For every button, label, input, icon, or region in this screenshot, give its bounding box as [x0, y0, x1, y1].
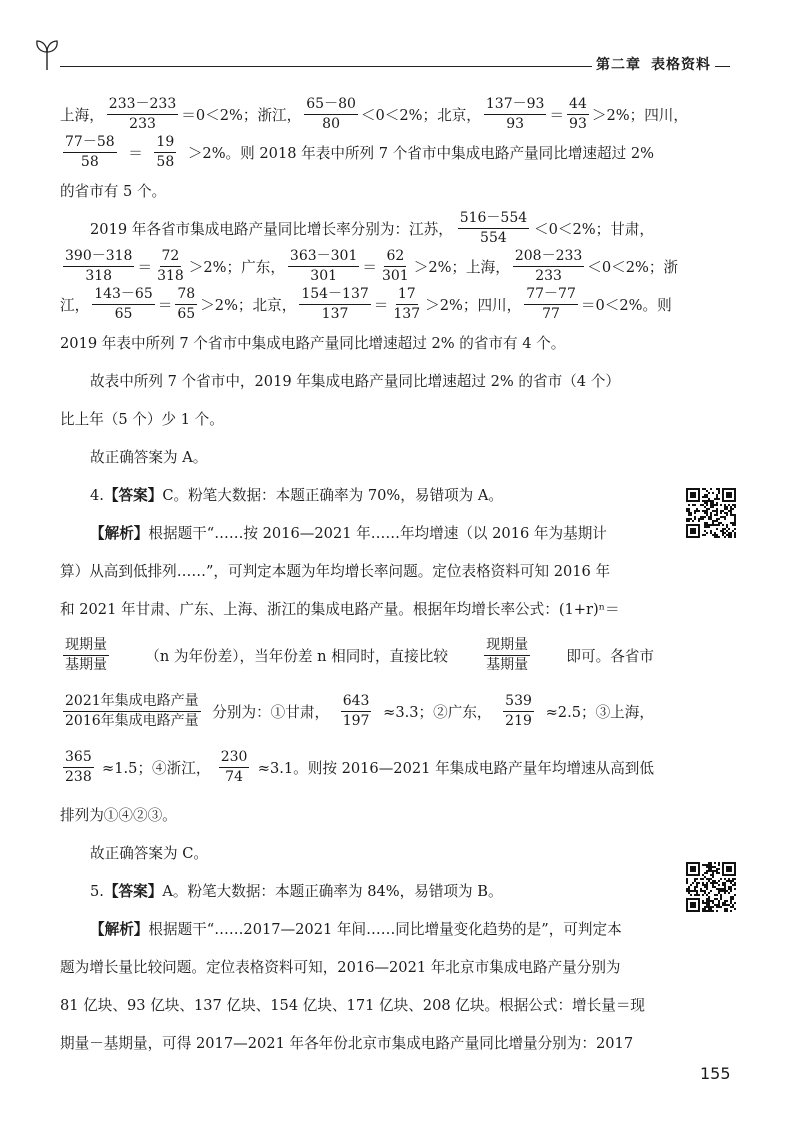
- fraction-denominator: 93: [569, 115, 587, 132]
- text-run: A。粉笔大数据：本题正确率为 84%，易错项为 B。: [162, 882, 503, 900]
- text-run: 4.: [90, 486, 104, 504]
- chapter-header: [592, 54, 715, 74]
- fraction-numerator: 363－301: [288, 248, 359, 266]
- text-run: ＝: [128, 144, 143, 162]
- fraction-numerator: 137－93: [484, 96, 547, 114]
- fraction-numerator: 77－77: [524, 286, 578, 304]
- bold-label: 【答案】: [103, 882, 163, 900]
- text-run: 上海，: [60, 106, 104, 124]
- text-run: 根据题干“……按 2016—2021 年……年均增速（以 2016 年为基期计: [148, 524, 607, 542]
- text-run: ＝0＜2%。则: [580, 296, 672, 314]
- fraction: [341, 693, 372, 728]
- text-run: ＝0＜2%；浙江，: [181, 106, 302, 124]
- text-line: [60, 551, 654, 589]
- text-line: [60, 171, 654, 209]
- text-line: [60, 947, 654, 985]
- text-run: 故正确答案为 A。: [90, 448, 208, 466]
- text-run: ＞2%；上海，: [413, 258, 510, 276]
- fraction-numerator: 154－137: [299, 286, 370, 304]
- fraction-numerator: 365: [63, 749, 94, 767]
- text-line: [60, 133, 654, 171]
- fraction: [154, 134, 176, 169]
- text-line: [60, 209, 654, 247]
- text-line: [60, 247, 679, 285]
- fraction-numerator: 17: [396, 286, 418, 304]
- text-line: [60, 95, 688, 133]
- fraction-denominator: 基期量: [486, 656, 529, 673]
- fraction: [175, 286, 197, 321]
- fraction-denominator: 80: [322, 115, 340, 132]
- text-line: [60, 589, 654, 627]
- qr-code-icon[interactable]: [686, 488, 736, 538]
- text-run: C。粉笔大数据：本题正确率为 70%，易错项为 A。: [162, 486, 504, 504]
- fraction: [304, 96, 358, 131]
- text-line: [60, 833, 654, 871]
- fraction: [288, 248, 359, 283]
- fraction: [484, 637, 530, 672]
- text-line: [60, 475, 654, 513]
- text-run: ≈3.1。则按 2016—2021 年集成电路产量年均增速从高到低: [257, 759, 654, 777]
- text-run: 比上年（5 个）少 1 个。: [60, 410, 224, 428]
- line-content: [90, 446, 207, 467]
- chapter-label: 第二章: [596, 57, 641, 73]
- text-run: ＜0＜2%；甘肃，: [533, 220, 654, 238]
- bold-label: 【解析】: [90, 920, 149, 938]
- fraction-numerator: 现期量: [63, 637, 109, 655]
- fraction: [503, 693, 534, 728]
- fraction-numerator: 208－233: [513, 248, 584, 266]
- text-line: [60, 627, 654, 683]
- fraction-denominator: 301: [310, 267, 338, 284]
- fraction: [63, 134, 117, 169]
- text-run: 的省市有 5 个。: [60, 182, 167, 200]
- fraction: [484, 96, 547, 131]
- fraction-denominator: 301: [381, 267, 409, 284]
- text-line: [60, 871, 654, 909]
- line-content: [90, 484, 503, 505]
- fraction-denominator: 233: [129, 115, 156, 132]
- text-run: ≈3.3；②广东，: [383, 703, 492, 721]
- fraction-numerator: 143－65: [92, 286, 155, 304]
- text-line: [60, 683, 654, 739]
- line-content: [60, 560, 610, 581]
- fraction-numerator: 19: [154, 134, 176, 152]
- text-run: 81 亿块、93 亿块、137 亿块、154 亿块、171 亿块、208 亿块。根据公式：增长量＝现: [60, 996, 646, 1014]
- section-label: 表格资料: [651, 57, 711, 73]
- leaf-icon: [34, 38, 60, 76]
- text-line: [60, 909, 654, 947]
- fraction-denominator: 238: [65, 768, 92, 785]
- line-content: [60, 332, 565, 353]
- fraction-numerator: 78: [175, 286, 197, 304]
- text-line: [60, 323, 654, 361]
- fraction: [458, 210, 529, 245]
- fraction-numerator: 233－233: [107, 96, 178, 114]
- fraction-denominator: 197: [342, 712, 370, 729]
- line-content: [60, 598, 620, 619]
- fraction-denominator: 554: [480, 229, 507, 246]
- fraction: [567, 96, 589, 131]
- fraction-numerator: 62: [384, 248, 406, 266]
- fraction: [63, 749, 94, 784]
- text-run: 5.: [90, 882, 104, 900]
- text-run: 根据题干“……2017—2021 年间……同比增量变化趋势的是”，可判定本: [148, 920, 622, 938]
- text-run: ＝: [549, 106, 565, 124]
- text-line: [60, 739, 654, 795]
- text-run: ＞2%；四川，: [591, 106, 688, 124]
- text-run: 题为增长量比较问题。定位表格资料可知，2016—2021 年北京市集成电路产量分别为: [60, 958, 621, 976]
- fraction: [524, 286, 578, 321]
- line-content: [90, 370, 620, 391]
- line-content: [60, 408, 224, 429]
- fraction-numerator: 643: [341, 693, 372, 711]
- text-run: ＜0＜2%；北京，: [360, 106, 481, 124]
- fraction: [155, 248, 186, 283]
- fraction-numerator: 539: [503, 693, 534, 711]
- fraction-numerator: 2021年集成电路产量: [63, 693, 201, 711]
- fraction-denominator: 233: [535, 267, 562, 284]
- text-line: [60, 985, 654, 1023]
- fraction-denominator: 137: [393, 305, 421, 322]
- text-run: ＝: [137, 258, 153, 276]
- fraction: [92, 286, 155, 321]
- text-line: [60, 795, 654, 833]
- text-run: ≈2.5；③上海，: [545, 703, 654, 721]
- line-content: [90, 842, 208, 863]
- text-run: 故表中所列 7 个省市中，2019 年集成电路产量同比增速超过 2% 的省市（4 个）: [90, 372, 620, 390]
- text-run: （n 为年份差），当年份差 n 相同时，直接比较: [145, 647, 448, 665]
- text-run: ＝: [157, 296, 173, 314]
- fraction-denominator: 318: [157, 267, 184, 284]
- line-content: [60, 956, 621, 977]
- text-run: 分别为：①甘肃，: [212, 703, 330, 721]
- fraction: [219, 749, 250, 784]
- fraction-numerator: 72: [160, 248, 182, 266]
- bold-label: 【解析】: [90, 524, 149, 542]
- text-run: 2019 年表中所列 7 个省市中集成电路产量同比增速超过 2% 的省市有 4 个。: [60, 334, 566, 352]
- page-number: 155: [700, 1064, 731, 1083]
- text-run: ≈1.5；④浙江，: [102, 759, 211, 777]
- text-line: [60, 361, 654, 399]
- line-content: [90, 880, 503, 901]
- text-line: [60, 513, 654, 551]
- text-run: ＝: [362, 258, 377, 276]
- text-run: 期量－基期量，可得 2017—2021 年各年份北京市集成电路产量同比增量分别为：2017: [60, 1034, 634, 1052]
- fraction-numerator: 65－80: [304, 96, 358, 114]
- qr-code-icon[interactable]: [686, 862, 736, 912]
- fraction: [299, 286, 370, 321]
- text-run: ＜0＜2%；浙: [587, 258, 679, 276]
- text-line: [60, 399, 654, 437]
- fraction-denominator: 93: [506, 115, 525, 132]
- fraction-denominator: 65: [114, 305, 133, 322]
- line-content: [60, 1032, 633, 1053]
- text-run: 江，: [60, 296, 90, 314]
- bold-label: 【答案】: [103, 486, 163, 504]
- text-run: 算）从高到低排列……”，可判定本题为年均增长率问题。定位表格资料可知 2016 年: [60, 562, 611, 580]
- text-run: ＞2%；北京，: [200, 296, 297, 314]
- text-run: 和 2021 年甘肃、广东、上海、浙江的集成电路产量。根据年均增长率公式：(1+r)ⁿ＝: [60, 600, 620, 618]
- fraction-denominator: 318: [85, 267, 113, 284]
- text-line: [60, 285, 672, 323]
- line-content: [60, 804, 177, 825]
- fraction-numerator: 390－318: [63, 248, 134, 266]
- fraction: [63, 248, 134, 283]
- page-body: [60, 95, 688, 1061]
- text-run: ＞2%。则 2018 年表中所列 7 个省市中集成电路产量同比增速超过 2%: [187, 144, 654, 162]
- fraction-denominator: 137: [321, 305, 349, 322]
- fraction-denominator: 74: [225, 768, 243, 785]
- fraction-denominator: 77: [542, 305, 560, 322]
- text-run: 即可。各省市: [566, 647, 654, 665]
- fraction-denominator: 58: [156, 153, 175, 170]
- fraction-numerator: 77－58: [63, 134, 117, 152]
- text-run: 2019 年各省市集成电路产量同比增长率分别为：江苏，: [90, 220, 453, 238]
- text-run: ＞2%；四川，: [425, 296, 522, 314]
- fraction: [107, 96, 178, 131]
- fraction: [63, 693, 201, 728]
- text-run: 故正确答案为 C。: [90, 844, 208, 862]
- fraction-numerator: 516－554: [458, 210, 529, 228]
- line-content: [60, 994, 645, 1015]
- fraction: [63, 637, 109, 672]
- fraction-numerator: 现期量: [484, 637, 530, 655]
- line-content: [60, 180, 166, 201]
- fraction-numerator: 230: [219, 749, 250, 767]
- fraction-denominator: 基期量: [65, 656, 107, 673]
- fraction-denominator: 65: [177, 305, 196, 322]
- fraction-denominator: 2016年集成电路产量: [65, 712, 199, 729]
- fraction-numerator: 44: [567, 96, 589, 114]
- fraction: [513, 248, 584, 283]
- fraction-denominator: 219: [505, 712, 532, 729]
- text-run: 排列为①④②③。: [60, 806, 177, 824]
- text-line: [60, 437, 654, 475]
- text-run: ＝: [373, 296, 389, 314]
- fraction-denominator: 58: [80, 153, 99, 170]
- line-content: [90, 522, 607, 543]
- fraction: [391, 286, 422, 321]
- line-content: [90, 918, 622, 939]
- text-run: ＞2%；广东，: [188, 258, 285, 276]
- text-line: [60, 1023, 654, 1061]
- fraction: [380, 248, 411, 283]
